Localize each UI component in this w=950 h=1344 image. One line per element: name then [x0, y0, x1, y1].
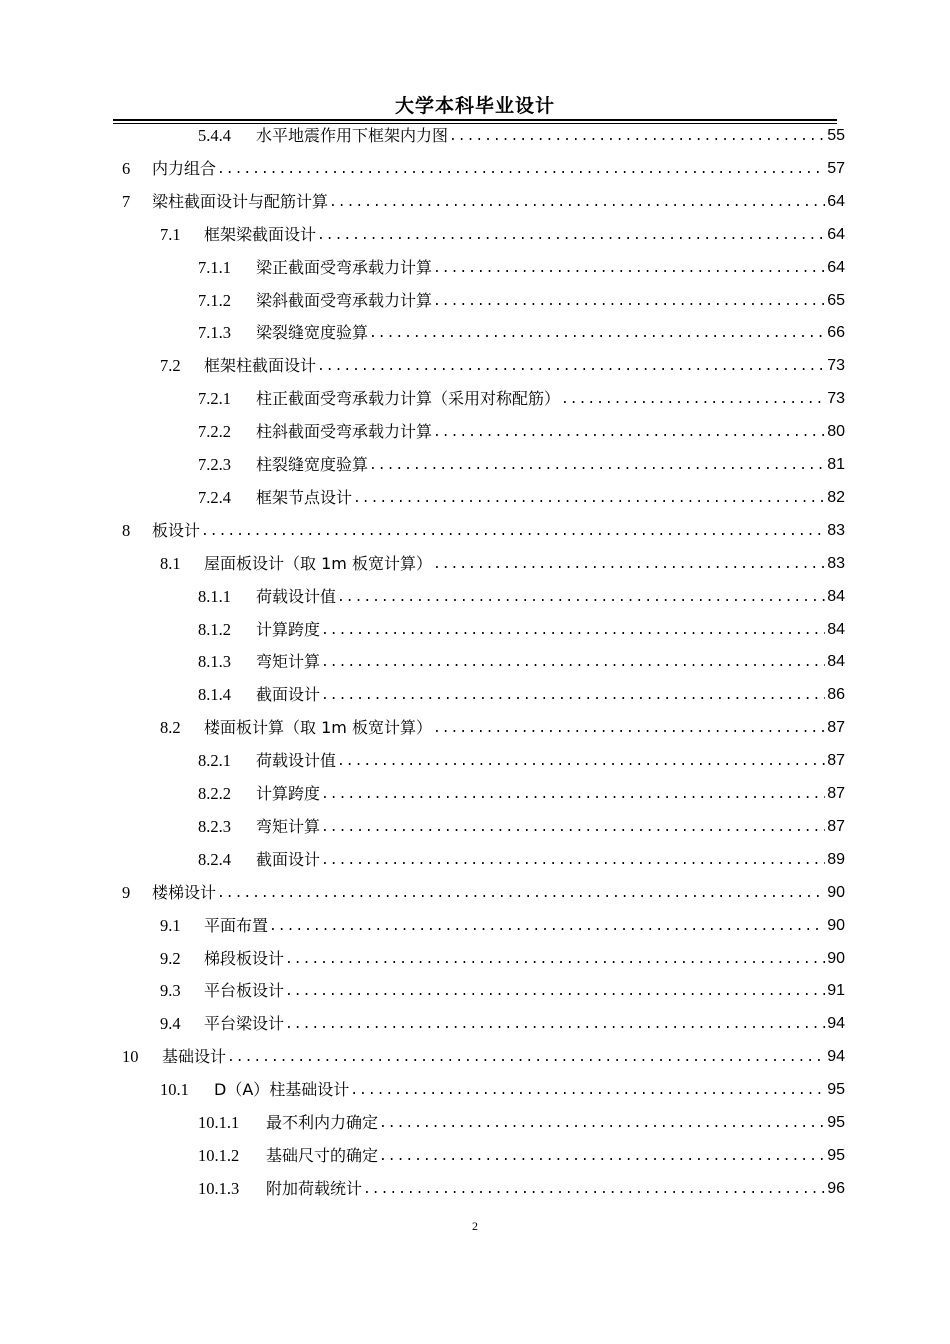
toc-entry[interactable] [198, 747, 845, 771]
toc-entry-number: 8.2.4 [198, 849, 231, 869]
toc-entry[interactable] [198, 648, 845, 672]
toc-entry-number: 7.2 [160, 356, 181, 376]
toc-entry-number: 10 [122, 1047, 139, 1067]
toc-entry-page: 84 [827, 653, 845, 671]
toc-entry-page: 57 [827, 159, 845, 177]
toc-entry-title: 水平地震作用下框架内力图 [256, 126, 449, 145]
toc-entry-number: 8.1.3 [198, 652, 231, 672]
toc-entry-number: 8.2 [160, 718, 181, 738]
toc-entry[interactable] [198, 583, 845, 607]
toc-entry-page: 82 [827, 488, 845, 506]
toc-dot-leader [353, 490, 825, 508]
toc-entry-title: 平台梁设计 [204, 1014, 285, 1034]
toc-entry[interactable] [198, 254, 845, 278]
toc-entry-page: 64 [827, 225, 845, 243]
toc-entry[interactable] [122, 188, 845, 212]
toc-entry-title: 基础尺寸的确定 [266, 1145, 379, 1165]
toc-entry[interactable] [160, 352, 845, 376]
toc-dot-leader [433, 720, 825, 738]
toc-entry-number: 9 [122, 882, 131, 902]
toc-entry-number: 5.4.4 [198, 126, 231, 145]
toc-entry-title: 板设计 [152, 520, 201, 540]
toc-entry[interactable] [198, 287, 845, 311]
toc-entry-page: 73 [827, 390, 845, 408]
toc-entry[interactable] [160, 912, 845, 936]
toc-dot-leader [217, 161, 825, 179]
toc-entry-number: 7.2.4 [198, 487, 231, 507]
toc-entry-title: 平台板设计 [204, 981, 285, 1001]
toc-entry[interactable] [198, 122, 845, 146]
toc-entry-number: 10.1.2 [198, 1145, 240, 1165]
toc-dot-leader [329, 194, 825, 212]
toc-dot-leader [363, 1181, 825, 1199]
toc-entry-number: 7.2.1 [198, 389, 231, 409]
toc-entry-number: 9.4 [160, 1014, 181, 1034]
toc-entry-page: 84 [827, 620, 845, 638]
toc-entry[interactable] [160, 1076, 845, 1100]
toc-dot-leader [321, 622, 825, 640]
toc-entry-page: 86 [827, 686, 845, 704]
toc-dot-leader [369, 325, 825, 343]
toc-entry-number: 8.1 [160, 553, 181, 573]
toc-entry-page: 87 [827, 785, 845, 802]
toc-entry-title: 附加荷载统计 [266, 1178, 363, 1198]
toc-entry-number: 7.1.3 [198, 323, 231, 343]
toc-entry-title: 截面设计 [256, 685, 321, 705]
toc-entry-page: 64 [827, 192, 845, 210]
toc-entry-page: 81 [827, 456, 845, 473]
toc-dot-leader [433, 556, 825, 574]
toc-dot-leader [369, 457, 825, 475]
toc-entry-page: 64 [827, 258, 845, 276]
toc-entry-page: 55 [827, 127, 845, 144]
toc-entry[interactable] [198, 484, 845, 508]
toc-entry[interactable] [198, 681, 845, 705]
toc-entry[interactable] [160, 550, 845, 574]
toc-dot-leader [201, 523, 825, 541]
page-number: 2 [472, 1219, 478, 1233]
toc-entry-number: 8.1.2 [198, 619, 231, 639]
toc-entry-number: 10.1.1 [198, 1113, 240, 1132]
toc-dot-leader [433, 293, 825, 311]
toc-entry-number: 7.1.2 [198, 290, 231, 310]
toc-dot-leader [350, 1082, 825, 1100]
toc-entry[interactable] [198, 418, 845, 442]
toc-entry-title: 屋面板设计（取 1m 板宽计算） [204, 553, 432, 573]
toc-entry-title: 荷载设计值 [256, 751, 337, 771]
toc-entry-title: 梁裂缝宽度验算 [256, 323, 369, 343]
toc-dot-leader [227, 1049, 825, 1067]
toc-entry[interactable] [160, 977, 845, 1001]
toc-entry[interactable] [198, 813, 845, 837]
toc-entry-number: 10.1.3 [198, 1178, 240, 1198]
toc-dot-leader [337, 589, 825, 607]
toc-dot-leader [285, 1016, 825, 1034]
toc-entry-page: 84 [827, 587, 845, 605]
toc-entry-number: 7.1.1 [198, 257, 231, 277]
toc-entry-title: 平面布置 [204, 915, 269, 935]
toc-entry-title: 梁柱截面设计与配筋计算 [152, 191, 329, 211]
toc-entry[interactable] [160, 1010, 845, 1034]
toc-entry-number: 8.2.3 [198, 816, 231, 836]
toc-entry-page: 87 [827, 752, 845, 770]
toc-entry-title: D（A）柱基础设计 [214, 1080, 350, 1100]
toc-entry-title: 柱裂缝宽度验算 [256, 455, 369, 474]
toc-dot-leader [379, 1148, 825, 1166]
toc-dot-leader [321, 786, 825, 804]
toc-entry-number: 7.1 [160, 224, 181, 244]
toc-entry-number: 8.1.1 [198, 586, 231, 606]
toc-entry[interactable] [160, 221, 845, 245]
toc-dot-leader [321, 654, 825, 672]
toc-entry-page: 96 [827, 1179, 845, 1197]
toc-dot-leader [217, 885, 825, 903]
toc-entry-page: 83 [827, 554, 845, 572]
toc-entry-number: 7.2.2 [198, 422, 231, 442]
toc-entry-page: 94 [827, 1015, 845, 1033]
toc-entry[interactable] [160, 945, 845, 969]
toc-entry-number: 9.2 [160, 948, 181, 968]
toc-entry-page: 90 [827, 883, 845, 901]
toc-entry-page: 89 [827, 850, 845, 868]
toc-dot-leader [321, 687, 825, 705]
toc-entry-page: 73 [827, 357, 845, 375]
toc-entry-page: 90 [827, 949, 845, 967]
toc-entry-title: 框架柱截面设计 [204, 356, 317, 376]
toc-dot-leader [285, 983, 825, 1001]
toc-dot-leader [285, 951, 825, 969]
toc-entry-page: 87 [827, 719, 845, 737]
toc-entry-page: 95 [827, 1081, 845, 1099]
toc-entry[interactable] [122, 517, 845, 541]
toc-entry-title: 楼面板计算（取 1m 板宽计算） [204, 718, 432, 738]
toc-dot-leader [433, 424, 825, 442]
toc-entry-title: 最不利内力确定 [266, 1113, 379, 1132]
toc-entry-page: 80 [827, 423, 845, 441]
toc-entry[interactable] [198, 846, 845, 870]
toc-entry-title: 截面设计 [256, 849, 321, 869]
toc-entry[interactable] [198, 451, 845, 475]
toc-entry-title: 框架节点设计 [256, 487, 353, 507]
toc-entry-title: 弯矩计算 [256, 816, 321, 836]
toc-entry-page: 95 [827, 1114, 845, 1131]
toc-entry-title: 梯段板设计 [204, 948, 285, 968]
toc-entry-page: 65 [827, 291, 845, 309]
toc-entry-page: 83 [827, 521, 845, 539]
toc-entry-title: 弯矩计算 [256, 652, 321, 672]
toc-entry-page: 87 [827, 817, 845, 835]
toc-entry-number: 8.2.2 [198, 784, 231, 803]
toc-entry-number: 9.3 [160, 981, 181, 1001]
toc-entry[interactable] [122, 1043, 845, 1067]
toc-entry-title: 梁斜截面受弯承载力计算 [256, 290, 433, 310]
toc-entry-number: 7 [122, 191, 131, 211]
toc-dot-leader [379, 1115, 825, 1133]
toc-entry[interactable] [198, 616, 845, 640]
toc-dot-leader [317, 227, 825, 245]
toc-entry-page: 91 [827, 982, 845, 1000]
toc-entry-page: 95 [827, 1146, 845, 1164]
toc-entry[interactable] [198, 1109, 845, 1133]
toc-entry[interactable] [122, 155, 845, 179]
toc-dot-leader [337, 753, 825, 771]
page-header-title: 大学本科毕业设计 [394, 95, 555, 117]
toc-entry[interactable] [160, 714, 845, 738]
toc-entry[interactable] [198, 1142, 845, 1166]
toc-entry-title: 荷载设计值 [256, 586, 337, 606]
toc-entry-number: 7.2.3 [198, 455, 231, 474]
toc-entry-number: 8.2.1 [198, 751, 231, 771]
toc-entry-page: 90 [827, 916, 845, 934]
toc-entry-page: 94 [827, 1048, 845, 1066]
toc-dot-leader [561, 391, 825, 409]
toc-entry-number: 9.1 [160, 915, 181, 935]
toc-dot-leader [317, 358, 825, 376]
toc-entry-title: 柱斜截面受弯承载力计算 [256, 422, 433, 442]
toc-entry-title: 内力组合 [152, 158, 217, 178]
toc-dot-leader [433, 260, 825, 278]
toc-entry[interactable] [198, 1175, 845, 1199]
toc-entry-number: 8.1.4 [198, 685, 231, 705]
toc-entry-number: 10.1 [160, 1080, 189, 1100]
toc-entry-page: 66 [827, 324, 845, 342]
toc-entry-title: 基础设计 [162, 1047, 227, 1067]
toc-entry-number: 6 [122, 158, 131, 178]
toc-entry[interactable] [198, 385, 845, 409]
toc-entry-number: 8 [122, 520, 131, 540]
toc-entry[interactable] [122, 879, 845, 903]
toc-dot-leader [321, 852, 825, 870]
toc-entry-title: 梁正截面受弯承载力计算 [256, 257, 433, 277]
toc-dot-leader [269, 918, 825, 936]
toc-entry[interactable] [198, 780, 845, 804]
toc-entry-title: 柱正截面受弯承载力计算（采用对称配筋） [256, 389, 561, 409]
toc-dot-leader [321, 819, 825, 837]
toc-entry[interactable] [198, 319, 845, 343]
toc-entry-title: 框架梁截面设计 [204, 224, 317, 244]
toc-entry-title: 楼梯设计 [152, 882, 217, 902]
toc-dot-leader [449, 128, 825, 146]
toc-entry-title: 计算跨度 [256, 784, 321, 803]
toc-entry-title: 计算跨度 [256, 619, 321, 639]
